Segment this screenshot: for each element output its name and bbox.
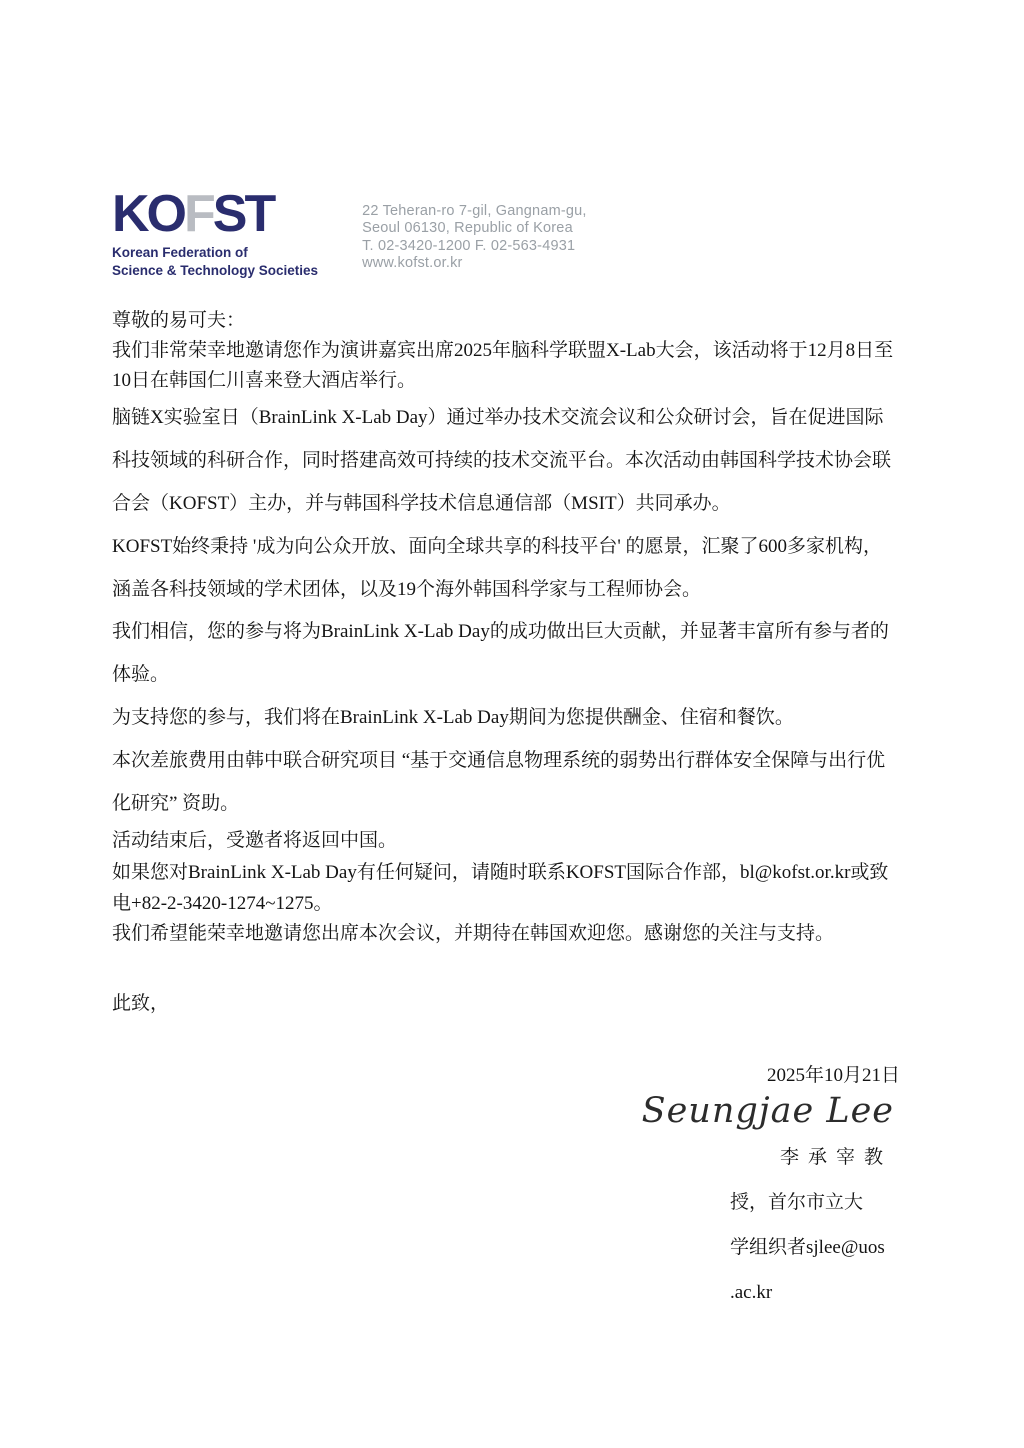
handwritten-signature: Seungjae Lee [641, 1091, 894, 1132]
paragraph-invitation: 我们非常荣幸地邀请您作为演讲嘉宾出席2025年脑科学联盟X-Lab大会，该活动将于12月8日至10日在韩国仁川喜来登大酒店举行。 [112, 339, 894, 392]
logo-tagline [112, 244, 318, 279]
paragraph-contribution: 我们相信，您的参与将为BrainLink X-Lab Day的成功做出巨大贡献，并显著丰富所有参与者的体验。 [112, 621, 889, 686]
wordmark-f: F [184, 185, 213, 243]
paragraph-contact-info: 如果您对BrainLink X-Lab Day有任何疑问，请随时联系KOFST国际合作部，bl@kofst.or.kr或致电+82-2-3420-1274~1275。 [112, 861, 889, 914]
salutation: 尊敬的易可夫： [112, 310, 246, 332]
tagline-line-1: Korean Federation of [112, 245, 248, 261]
kofst-logo [112, 185, 319, 279]
letterhead [112, 185, 900, 279]
wordmark-ko: KO [112, 185, 184, 243]
paragraph-thanks: 我们希望能荣幸地邀请您出席本次会议，并期待在韩国欢迎您。感谢您的关注与支持。 [112, 923, 835, 945]
address-line-3: T. 02-3420-1200 F. 02-563-4931 [362, 237, 576, 254]
paragraph-kofst-vision: KOFST始终秉持 '成为向公众开放、面向全球共享的科技平台' 的愿景，汇聚了600多家机构，涵盖各科技领域的学术团体，以及19个海外韩国科学家与工程师协会。 [112, 535, 883, 600]
paragraph-support: 为支持您的参与，我们将在BrainLink X-Lab Day期间为您提供酬金、住宿和餐饮。 [112, 707, 794, 729]
signoff-line: 李承宰教 [780, 1147, 893, 1169]
paragraph-travel-funding: 本次差旅费用由韩中联合研究项目 “基于交通信息物理系统的弱势出行群体安全保障与出行优化研究” 资助。 [112, 750, 886, 815]
closing-phrase: 此致， [112, 992, 170, 1014]
paragraph-event-description: 脑链X实验室日（BrainLink X-Lab Day）通过举办技术交流会议和公众研讨会，旨在促进国际科技领域的科研合作，同时搭建高效可持续的技术交流平台。本次活动由韩国科学技术协会联合会（KOFST）主办，并与韩国科学技术信息通信部（MSIT）共同承办。 [112, 406, 892, 514]
signoff-line: .ac.kr [730, 1282, 773, 1304]
signoff-line: 授，首尔市立大 [730, 1192, 864, 1214]
address-block [362, 190, 587, 273]
kofst-wordmark [112, 185, 318, 243]
signoff-line: 学组织者sjlee@uos [730, 1237, 885, 1259]
address-line-2: Seoul 06130, Republic of Korea [362, 220, 573, 237]
tagline-line-2: Science & Technology Societies [112, 262, 319, 278]
paragraph-return: 活动结束后，受邀者将返回中国。 [112, 830, 398, 852]
address-line-1: 22 Teheran-ro 7-gil, Gangnam-gu, [362, 203, 587, 219]
signoff-block [730, 1135, 900, 1315]
address-website: www.kofst.or.kr [362, 255, 463, 272]
wordmark-st: ST [212, 185, 274, 243]
letter-date: 2025年10月21日 [766, 1065, 900, 1087]
